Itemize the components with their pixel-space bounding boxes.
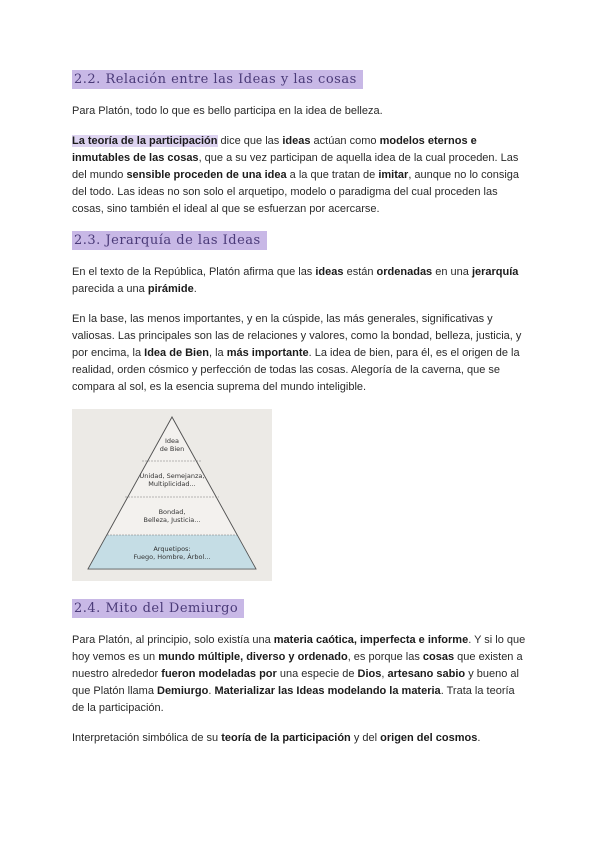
paragraph-jerarquia <box>72 264 528 298</box>
bold-run: ideas <box>282 135 311 147</box>
text-run: . <box>208 685 215 697</box>
text-run: Para Platón, al principio, solo existía una <box>72 634 274 646</box>
bold-run: materia caótica, imperfecta e informe <box>273 634 469 646</box>
text-run: . La idea de bien, para él, es el origen de la realidad, orden cósmico y perfección de todas las cosas. Alegoría de la caverna, que se compara al sol, es la esencia suprema del mundo inteligible. <box>72 347 520 393</box>
bold-run: origen del cosmos <box>380 732 478 744</box>
bold-run: imitar <box>378 169 409 181</box>
bold-run: pirámide <box>147 283 194 295</box>
text-run: , <box>381 668 388 680</box>
text-run: , que a su vez participan de aquella idea de la cual proceden. Las del mundo <box>72 152 519 181</box>
text-run: parecida a una <box>72 283 148 295</box>
text-run: . <box>477 732 481 744</box>
bold-run: ideas <box>315 266 344 278</box>
bold-run: más importante <box>226 347 309 359</box>
text-run: y bueno al que Platón llama <box>72 668 519 697</box>
text-run: . Trata la teoría de la participación. <box>72 685 515 714</box>
bold-run: ordenadas <box>376 266 433 278</box>
bold-run: sensible proceden de una idea <box>126 169 287 181</box>
text-run: que existen a nuestro alrededor <box>72 651 523 680</box>
paragraph-base-cuspide <box>72 311 528 396</box>
bold-run: jerarquía <box>471 266 519 278</box>
text-run: , la <box>208 347 227 359</box>
bold-run: Idea de Bien <box>144 347 209 359</box>
text-run: , aunque no lo consiga del todo. Las ideas no son solo el arquetipo, modelo o paradigma del cual proceden las cosas, sino también el ideal al que se esfuerzan por acercarse. <box>72 169 520 215</box>
text-run: . <box>193 283 197 295</box>
text-run: y del <box>350 732 381 744</box>
bold-run: mundo múltiple, diverso y ordenado <box>158 651 348 663</box>
text-run: a la que tratan de <box>286 169 379 181</box>
text-run: dice que las <box>217 135 283 147</box>
paragraph-demiurgo <box>72 632 528 717</box>
bold-run: modelos eternos e inmutables de las cosas <box>72 135 477 164</box>
text-run: una especie de <box>276 668 358 680</box>
text-run: En el texto de la República, Platón afirma que las <box>72 266 316 278</box>
section-heading-2-3: 2.3. Jerarquía de las Ideas <box>72 231 267 250</box>
text-run: están <box>343 266 377 278</box>
paragraph-participacion <box>72 133 528 218</box>
bold-run: Dios <box>357 668 382 680</box>
bold-run: Demiurgo <box>157 685 209 697</box>
pyramid-level-bondad: Bondad, Belleza, Justicia... <box>143 508 201 524</box>
section-heading-2-2: 2.2. Relación entre las Ideas y las cosas <box>72 70 363 89</box>
pyramid-image <box>72 409 272 581</box>
text-run: . Y si lo que hoy vemos es un <box>72 634 526 663</box>
bold-run: La teoría de la participación <box>72 135 218 147</box>
paragraph-interpretacion <box>72 730 528 747</box>
bold-run: cosas <box>422 651 455 663</box>
pyramid-level-arquetipos: Arquetipos: Fuego, Hombre, Árbol... <box>133 545 211 561</box>
document-page <box>72 70 528 760</box>
text-run: En la base, las menos importantes, y en la cúspide, las más generales, significativas y valiosas. Las principales son las de relaciones y valores, como la bondad, belleza, justicia, y por encima, la <box>72 313 522 359</box>
paragraph-belleza: Para Platón, todo lo que es bello participa en la idea de belleza. <box>72 105 383 117</box>
bold-run: fueron modeladas por <box>161 668 277 680</box>
pyramid-level-bien: Idea de Bien <box>159 437 185 453</box>
text-run: Interpretación simbólica de su <box>72 732 222 744</box>
text-run: , es porque las <box>347 651 423 663</box>
pyramid-level-unidad: Unidad, Semejanza, Multiplicidad... <box>139 472 205 488</box>
bold-run: artesano sabio <box>387 668 466 680</box>
section-heading-2-4: 2.4. Mito del Demiurgo <box>72 599 244 618</box>
text-run: en una <box>432 266 472 278</box>
text-run: actúan como <box>310 135 380 147</box>
bold-run: teoría de la participación <box>221 732 351 744</box>
bold-run: Materializar las Ideas modelando la materia <box>214 685 441 697</box>
